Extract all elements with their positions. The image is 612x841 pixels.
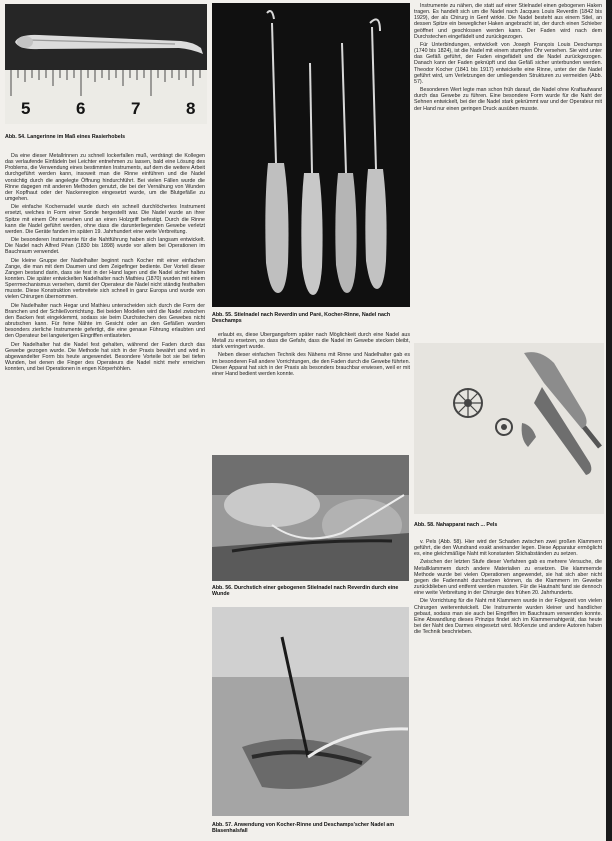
figure-55-photo — [212, 3, 410, 307]
figure-55-caption: Abb. 55. Stielnadel nach Reverdin und Paré, Kocher-Rinne, Nadel nach Deschamps — [212, 312, 391, 325]
text-column-1 — [5, 153, 205, 833]
paragraph: Die kleine Gruppe der Nadelhalter beginnt nach Kocher mit einer einfachen Zange, die man mit dem Daumen und dem Zeigefinger bediente. Der Vorteil dieser Zangen bestand darin, dass sie fest in der Hand lagen und die Nadel sicher halten konnten. Die später entwickelten Nadelhalter nach Mathieu (1870) wurden mit einem Sperrmechanismus versehen, damit der Operateur die Nadel nicht ständig festhalten musste. Diese Konstruktion verbreitete sich schnell in ganz Europa und wurde von vielen Chirurgen übernommen. — [5, 257, 205, 301]
paragraph: v. Pels (Abb. 58). Hier wird der Schaden zwischen zwei großen Klammern geführt, die den Wundrand exakt aneinander legen. Diese Apparatur ermöglicht es, eine gleichmäßige Naht mit konstanten Stichabständen zu setzen. — [414, 539, 602, 558]
text-column-2 — [212, 332, 410, 448]
text-column-3-lower — [414, 539, 602, 835]
paragraph: Zwischen der letzten Stufe dieser Verfahren gab es mehrere Versuche, die Metallklammern durch andere Materialien zu ersetzen. Die klammernde Methode wurde bei vielen Operationen angewendet, sie hat sich aber nicht gegen die Fadennaht durchsetzen können, da die Klammern im Gewebe zurückblieben und entfernt werden mussten. Für die Hautnaht fand sie dennoch eine weite Verbreitung in der Chirurgie des frühen 20. Jahrhunderts. — [414, 559, 602, 597]
text-column-3-upper — [414, 3, 602, 337]
paragraph: Neben dieser einfachen Technik des Nähens mit Rinne und Nadelhalter gab es im besonderen Fall andere Vorrichtungen, die den Faden durch die Gewebe führten. Dieser Apparat hat sich in der Praxis als besonders brauchbar erwiesen, weil er mit einer Hand bedient werden konnte. — [212, 352, 410, 377]
figure-56-caption: Abb. 56. Durchstich einer gebogenen Stielnadel nach Reverdin durch eine Wunde — [212, 585, 399, 598]
ruler-number: 6 — [76, 99, 86, 118]
paragraph: Da eine dieser Metallrinnen zu schnell lockerfallen muß, verdrängt die Kollegen das verlaufende Einfädeln bei Leichter entnehmen zu lassen, bald eine Lösung des Problems, die Verwendung eines bestimmten Instruments, auf dem die weitere Arbeit durchgeführt werden kann, insoweit man die Rinne einführen und die Nadel vorsichtig durch die angelegte Öffnung hindurchführt. Bei vielen Fällen wurde die Rinne dagegen mit anderen Methoden genutzt, die bei der Vernähung von Wunden der Kopfhaut oder der Nackenregion eingesetzt wurde, um die Blutgefäße zu umgehen. — [5, 153, 205, 203]
paragraph: Die besonderen Instrumente für die Nahtführung haben sich langsam entwickelt. Die Nadel nach Alfred Péan (1830 bis 1898) wurde vor allem bei Operationen im Bauchraum verwendet. — [5, 237, 205, 256]
ruler-number: 5 — [21, 99, 31, 118]
page-edge-shadow — [606, 0, 612, 841]
paragraph: Die einfache Kochernadel wurde durch ein schnell durchlöchertes Instrument ersetzt, welches in Form einer Sonde hergestellt war. Die Nadel wurde an ihrer Spitze mit einem Öhr versehen und an einen Holzgriff befestigt. Durch die Rinne kann die Nadel geführt werden, ohne dass die darunterliegenden Gewebe verletzt werden. Die Geräte fanden im späten 19. Jahrhundert eine weite Verbreitung. — [5, 204, 205, 235]
paragraph: Für Unterbindungen, entwickelt von Joseph François Louis Deschamps (1740 bis 1824), ist die Nadel mit einem stumpfen Öhr versehen. Sie wird unter das Gefäß geführt, der Faden eingefädelt und die Nadel zurückgezogen. Danach kann der Faden geknüpft und das Gefäß sicher unterbunden werden. Theodor Kocher (1841 bis 1917) entwickelte eine Rinne, unter der die Nadel geführt wird, um Verletzungen der umliegenden Strukturen zu vermeiden (Abb. 57). — [414, 41, 602, 85]
paragraph: Der Nadelhalter hat die Nadel fest gehalten, während der Faden durch das Gewebe gezogen wurde. Die Methode hat sich in der Praxis bewährt und wird in abgewandelter Form bis heute angewendet. Besondere Vorteile bot sie bei tiefen Wunden, bei denen die Finger des Operateurs die Nadel nicht mehr erreichen konnten, und bei Operationen in engen Körperhöhlen. — [5, 341, 205, 373]
paragraph: erlaubt es, diese Übergangsform später nach Möglichkeit durch eine Nadel aus Metall zu ersetzen, so dass die Gefahr, dass die Nadel im Gewebe stecken bleibt, stark verringert wurde. — [212, 332, 410, 351]
paragraph: Die Nadelhalter nach Hegar und Mathieu unterscheiden sich durch die Form der Branchen und der Schließvorrichtung. Bei beiden Modellen wird die Nadel zwischen den Backen fest eingeklemmt, sodass sie beim Durchstechen des Gewebes nicht abrutschen kann. Für feine Nähte im Gesicht oder an den Gefäßen wurden besonders zierliche Instrumente gefertigt, die eine genaue Führung erlaubten und den Operateur bei langwierigen Eingriffen entlasteten. — [5, 302, 205, 340]
figure-58-photo — [414, 343, 604, 514]
paragraph: Instrumente zu nähen, die statt auf einer Stielnadel einen gebogenen Haken tragen. Es handelt sich um die Nadel nach Jacques Louis Reverdin (1842 bis 1929), der als Chirurg in Genf wirkte. Die Nadel besteht aus einem Stiel, an dessen Spitze ein beweglicher Haken angebracht ist, der durch einen Schieber geöffnet und geschlossen werden kann. Der Faden wird nach dem Durchstechen eingefädelt und zurückgezogen. — [414, 3, 602, 40]
paragraph: Die Vorrichtung für die Naht mit Klammern wurde in der Folgezeit von vielen Chirurgen weiterentwickelt. Die Instrumente wurden kleiner und handlicher gebaut, sodass man sie auch bei Eingriffen im Bauchraum verwenden konnte. Eine Abwandlung dieses Prinzips findet sich im Klammernahtgerät, das heute bei der Naht des Darmes eingesetzt wird. McKenzie und andere Autoren haben die Technik beschrieben. — [414, 598, 602, 636]
figure-56-photo — [212, 455, 409, 581]
paragraph: Besonderen Wert legte man schon früh darauf, die Nadel ohne Kraftaufwand durch das Gewebe zu führen. Eine besondere Form wurde für die Naht der Sehnen entwickelt, bei der die Nadel stark gekrümmt war und der Operateur mit der Hand nur einen geringen Druck ausüben musste. — [414, 87, 602, 112]
figure-57-photo — [212, 607, 409, 816]
ruler-number: 7 — [131, 99, 141, 118]
figure-54-photo — [5, 4, 207, 124]
figure-54-caption: Abb. 54. Langerinne im Maß eines Rasierhobels — [5, 134, 126, 140]
ruler-number: 8 — [186, 99, 196, 118]
figure-58-caption: Abb. 58. Nahapparat nach ... Pels — [414, 522, 498, 528]
figure-57-caption: Abb. 57. Anwendung von Kocher-Rinne und Deschamps'scher Nadel am Blasenhalsfall — [212, 822, 395, 835]
